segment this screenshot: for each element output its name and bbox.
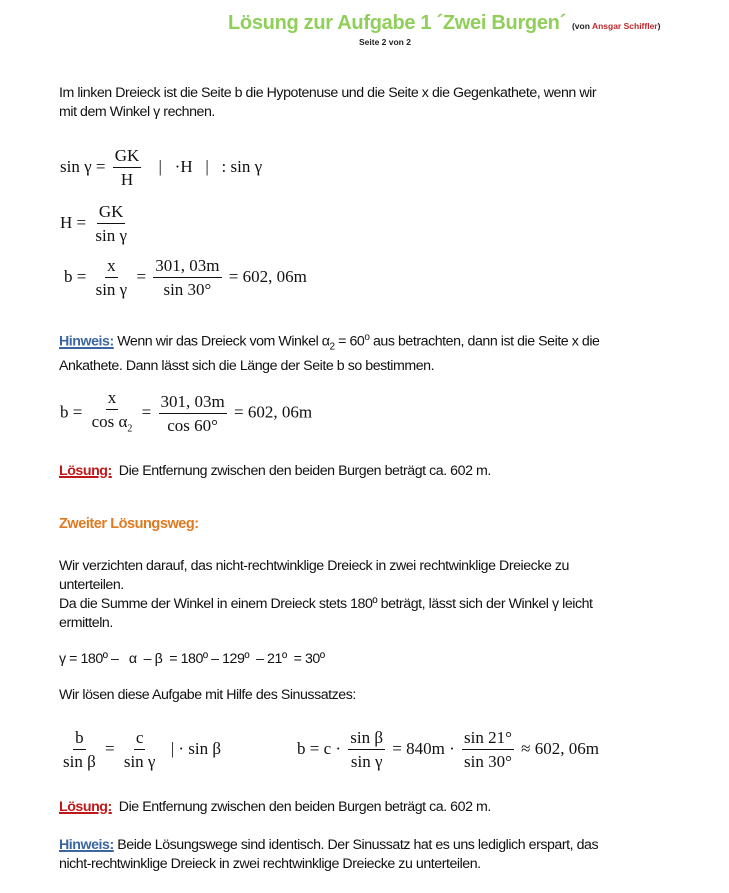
formula-b-cos [60, 388, 312, 439]
denominator: H [120, 170, 134, 189]
hint-paragraph-2 [59, 836, 598, 874]
numerator: x [106, 388, 119, 410]
page-number: Seite 2 von 2 [359, 37, 411, 47]
para-line-3: Da die Summe der Winkel in einem Dreieck stets 180º beträgt, lässt sich der Winkel γ leicht [59, 596, 593, 612]
solution-2 [59, 798, 491, 817]
author-credit [572, 21, 661, 31]
denominator-text: cos α [91, 412, 128, 431]
hint-text: aus betrachten, dann ist die Seite x die [369, 333, 600, 350]
numerator: c [134, 728, 146, 750]
numerator: 301, 03m [153, 256, 221, 278]
fraction [122, 728, 158, 772]
formula-lhs: b = [60, 402, 83, 422]
numerator: x [105, 256, 118, 278]
fraction [159, 392, 227, 436]
second-way-paragraph [59, 557, 593, 633]
formula-lhs: sin γ = [60, 156, 106, 176]
solution-text: Die Entfernung zwischen den beiden Burgen beträgt ca. 602 m. [118, 799, 491, 815]
hint-2-line-2: nicht-rechtwinklige Dreieck in zwei rechtwinklige Dreiecke zu unterteilen. [59, 856, 481, 872]
numerator: GK [113, 146, 142, 168]
hint-paragraph-1 [59, 328, 599, 376]
hint-text: Wenn wir das Dreieck vom Winkel α [113, 333, 330, 350]
fraction [93, 202, 129, 246]
numerator: sin β [348, 728, 385, 750]
fraction [113, 146, 142, 190]
formula-mid: = 840m · [392, 738, 455, 758]
subscript: 2 [329, 341, 335, 353]
title-text: Lösung zur Aufgabe 1 ´Zwei Burgen´ [228, 12, 566, 34]
hint-label: Hinweis: [59, 333, 114, 350]
formula-lhs: H = [60, 212, 87, 232]
fraction [153, 256, 221, 300]
hint-2-line-1 [59, 836, 598, 855]
solution-text: Die Entfernung zwischen den beiden Burgen beträgt ca. 602 m. [118, 463, 491, 479]
numerator: 301, 03m [159, 392, 227, 414]
solution-label: Lösung: [59, 463, 112, 479]
denominator: sin 30° [464, 752, 512, 771]
numerator: sin 21° [462, 728, 514, 750]
numerator: GK [97, 202, 126, 224]
formula-result: ≈ 602, 06m [521, 738, 599, 758]
intro-paragraph [59, 84, 596, 122]
equals: = [136, 266, 147, 286]
hint-text: = 60 [334, 333, 365, 350]
formula-b-result [297, 728, 599, 772]
fraction [462, 728, 514, 772]
formula-b-sin [64, 256, 307, 300]
denominator: sin γ [95, 226, 127, 245]
denominator: sin β [63, 752, 96, 771]
formula-operations: | ·H | : sin γ [158, 156, 263, 176]
angle-equation: γ = 180º – α – β = 180º – 129º – 21º = 30º [59, 651, 325, 667]
para-line-4: ermitteln. [59, 615, 113, 631]
denominator: cos 60° [167, 415, 218, 435]
document-title [228, 12, 660, 35]
hint-1-line-2: Ankathete. Dann lässt sich die Länge der Seite b so bestimmen. [59, 357, 435, 374]
fraction [90, 388, 135, 439]
fraction [348, 728, 385, 772]
subscript: 2 [127, 423, 133, 435]
second-way-heading: Zweiter Lösungsweg: [59, 516, 199, 532]
formula-lhs: b = [64, 266, 87, 286]
formula-sinussatz [58, 728, 221, 772]
formula-h [60, 202, 132, 246]
fraction [61, 728, 98, 772]
formula-sin-gamma [60, 146, 262, 190]
author-name: Ansgar Schiffler [591, 21, 658, 31]
formula-operations: | · sin β [170, 738, 222, 758]
degree-sign: o [364, 332, 370, 343]
hint-text: Beide Lösungswege sind identisch. Der Sinussatz hat es uns lediglich erspart, das [113, 837, 599, 853]
denominator: sin 30° [163, 280, 212, 299]
sinussatz-intro: Wir lösen diese Aufgabe mit Hilfe des Sinussatzes: [59, 687, 356, 703]
fraction [94, 256, 130, 300]
formula-lhs: b = c · [297, 738, 342, 758]
author-suffix: ) [657, 21, 661, 31]
solution-1 [59, 462, 491, 481]
numerator: b [73, 728, 86, 750]
formula-result: = 602, 06m [228, 266, 307, 286]
hint-label: Hinweis: [59, 837, 114, 853]
formula-result: = 602, 06m [234, 402, 313, 422]
hint-1-line-1 [59, 328, 599, 357]
denominator: sin γ [350, 752, 383, 771]
denominator: sin γ [123, 752, 156, 771]
para-line-2: unterteilen. [59, 577, 124, 593]
para-line-1: Wir verzichten darauf, das nicht-rechtwinklige Dreieck in zwei rechtwinklige Dreiecke zu [59, 558, 569, 574]
equals: = [141, 402, 152, 422]
intro-line-1: Im linken Dreieck ist die Seite b die Hypotenuse und die Seite x die Gegenkathete, wenn wir [59, 85, 597, 101]
equals: = [105, 738, 115, 758]
denominator [90, 410, 135, 439]
intro-line-2: mit dem Winkel γ rechnen. [59, 104, 215, 120]
solution-label: Lösung: [59, 799, 112, 815]
denominator: sin γ [95, 280, 128, 299]
author-prefix: (von [571, 21, 592, 31]
